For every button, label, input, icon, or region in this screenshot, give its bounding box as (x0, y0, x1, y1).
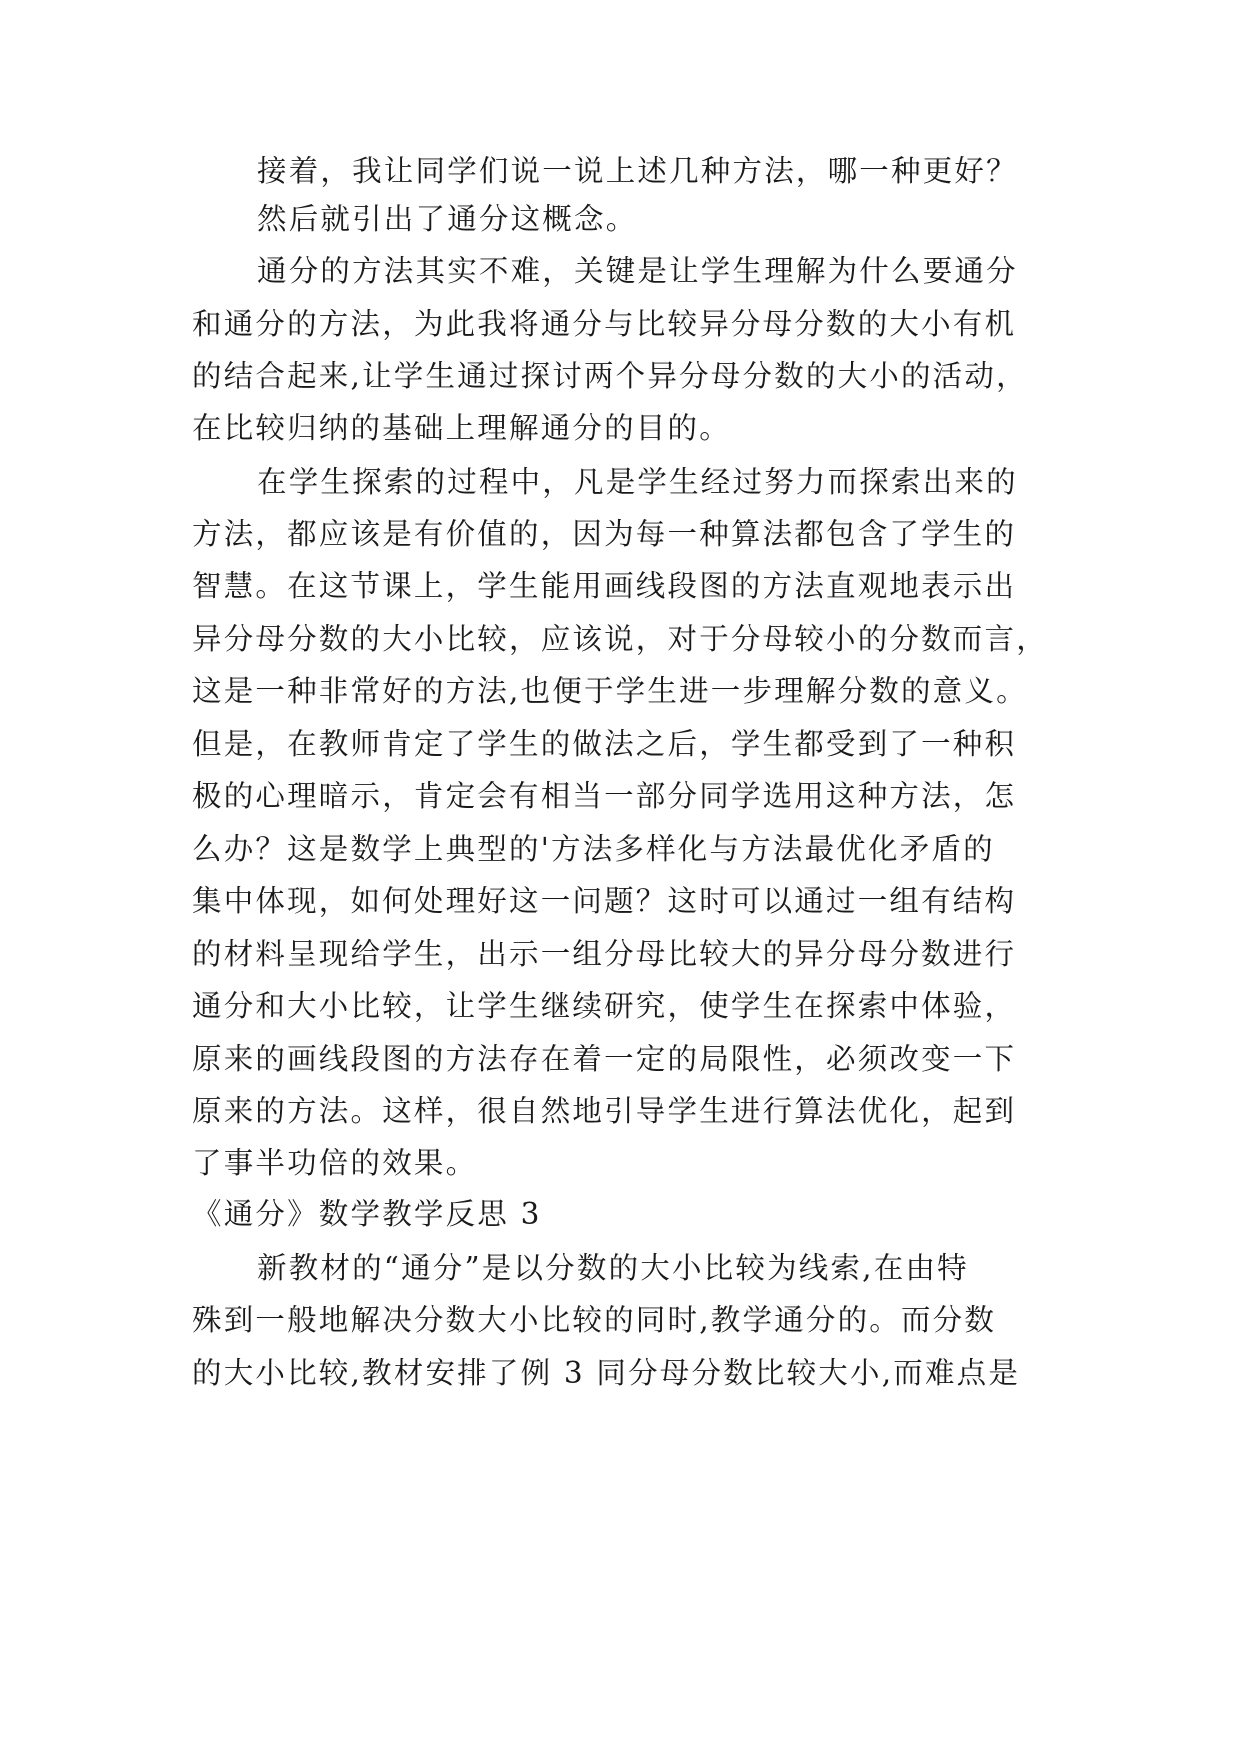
paragraph-line: 集中体现，如何处理好这一问题？这时可以通过一组有结构 (192, 884, 1017, 918)
paragraph-line: 在学生探索的过程中，凡是学生经过努力而探索出来的 (257, 465, 1018, 499)
paragraph-line: 原来的方法。这样，很自然地引导学生进行算法优化，起到 (192, 1094, 1017, 1128)
paragraph-line: 异分母分数的大小比较，应该说，对于分母较小的分数而言， (192, 622, 1048, 656)
section-heading: 《通分》数学教学反思 3 (192, 1197, 542, 1231)
paragraph-line: 了事半功倍的效果。 (192, 1146, 478, 1180)
paragraph-line: 殊到一般地解决分数大小比较的同时,教学通分的。而分数 (192, 1303, 997, 1337)
paragraph-line: 的材料呈现给学生，出示一组分母比较大的异分母分数进行 (192, 937, 1017, 971)
paragraph-line: 极的心理暗示，肯定会有相当一部分同学选用这种方法，怎 (192, 779, 1017, 813)
paragraph-line: 但是，在教师肯定了学生的做法之后，学生都受到了一种积 (192, 727, 1017, 761)
paragraph-line: 这是一种非常好的方法,也便于学生进一步理解分数的意义。 (192, 674, 1028, 708)
paragraph-line: 和通分的方法，为此我将通分与比较异分母分数的大小有机 (192, 307, 1017, 341)
paragraph-line: 原来的画线段图的方法存在着一定的局限性，必须改变一下 (192, 1042, 1017, 1076)
paragraph-line: 方法，都应该是有价值的，因为每一种算法都包含了学生的 (192, 517, 1017, 551)
paragraph-line: 然后就引出了通分这概念。 (257, 202, 638, 236)
paragraph-line: 智慧。在这节课上，学生能用画线段图的方法直观地表示出 (192, 569, 1017, 603)
paragraph-line: 新教材的“通分”是以分数的大小比较为线索,在由特 (257, 1251, 969, 1285)
paragraph-line: 在比较归纳的基础上理解通分的目的。 (192, 411, 731, 445)
paragraph-line: 通分的方法其实不难，关键是让学生理解为什么要通分 (257, 254, 1018, 288)
paragraph-line: 么办？这是数学上典型的'方法多样化与方法最优化矛盾的 (192, 832, 995, 866)
paragraph-line: 的大小比较,教材安排了例 3 同分母分数比较大小,而难点是 (192, 1356, 1021, 1390)
paragraph-line: 接着，我让同学们说一说上述几种方法，哪一种更好？ (257, 154, 1018, 188)
paragraph-line: 通分和大小比较，让学生继续研究，使学生在探索中体验， (192, 989, 1017, 1023)
paragraph-line: 的结合起来,让学生通过探讨两个异分母分数的大小的活动， (192, 359, 1028, 393)
